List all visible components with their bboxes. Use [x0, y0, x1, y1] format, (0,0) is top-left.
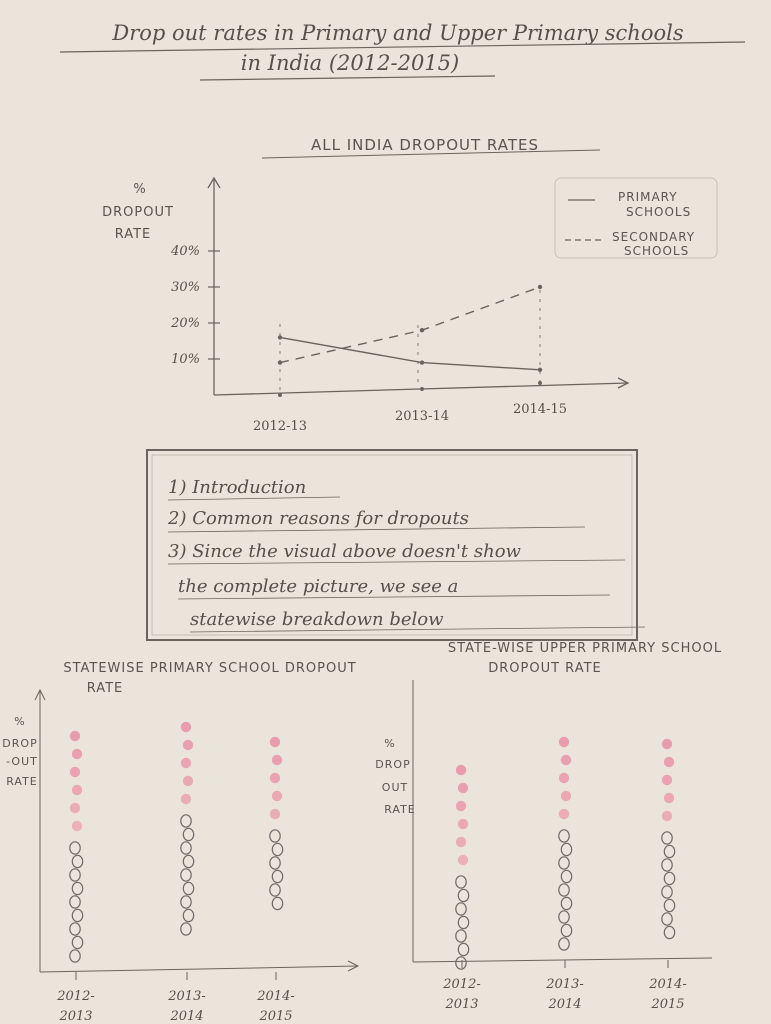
line-chart-y-tick-label: 40% — [171, 244, 200, 259]
dot-chart-x-label: 2015 — [651, 997, 685, 1012]
line-chart-x-tick-label: 2012-13 — [252, 419, 308, 434]
line-point-dashed — [278, 360, 282, 364]
dot-chart-2-ylabel-line2: DROP — [375, 758, 411, 771]
dot-chart-x-label: 2014 — [548, 997, 582, 1012]
notes-item-4: the complete picture, we see a — [178, 576, 459, 597]
dot-pink — [561, 791, 571, 801]
dot-chart-2-title-line1: STATE-WISE UPPER PRIMARY SCHOOL — [447, 641, 723, 656]
dot-pink — [458, 819, 468, 829]
dot-chart-1-ylabel-line2: DROP — [2, 737, 38, 750]
dot-pink — [72, 749, 82, 759]
line-chart-ylabel-line2: DROPOUT — [102, 205, 174, 220]
dot-chart-2-ylabel-line4: RATE — [384, 803, 416, 816]
dot-pink — [662, 739, 672, 749]
dot-pink — [662, 775, 672, 785]
line-chart-y-tick-label: 30% — [171, 280, 200, 295]
dot-pink — [270, 809, 280, 819]
dot-chart-x-label: 2012- — [57, 989, 95, 1004]
line-chart-y-tick-label: 20% — [171, 316, 200, 331]
notes-item-3: 3) Since the visual above doesn't show — [168, 541, 521, 562]
dot-pink — [181, 722, 191, 732]
line-chart-x-tick-label: 2013-14 — [394, 409, 450, 424]
dot-pink — [456, 801, 466, 811]
dot-pink — [272, 755, 282, 765]
dot-pink — [183, 776, 193, 786]
dot-pink — [183, 740, 193, 750]
dot-chart-x-label: 2013 — [445, 997, 479, 1012]
dot-pink — [72, 785, 82, 795]
dot-chart-2-ylabel-line3: OUT — [381, 781, 409, 794]
dot-pink — [664, 757, 674, 767]
dot-chart-x-label: 2013 — [59, 1009, 93, 1024]
dot-chart-1-ylabel-line3: -OUT — [6, 755, 38, 768]
dot-pink — [181, 758, 191, 768]
dot-pink — [458, 783, 468, 793]
dot-pink — [559, 809, 569, 819]
dot-pink — [181, 794, 191, 804]
dot-chart-x-label: 2014 — [170, 1009, 204, 1024]
dot-pink — [272, 791, 282, 801]
dot-pink — [456, 765, 466, 775]
page-title-line2: in India (2012-2015) — [240, 51, 460, 75]
line-chart-ylabel-line1: % — [133, 182, 147, 197]
dot-pink — [662, 811, 672, 821]
dot-pink — [70, 767, 80, 777]
dot-chart-x-label: 2014- — [649, 977, 687, 992]
line-point-solid — [278, 335, 282, 339]
dot-pink — [458, 855, 468, 865]
dot-chart-x-label: 2013- — [168, 989, 206, 1004]
dot-pink — [559, 737, 569, 747]
line-chart-x-tick-label: 2014-15 — [512, 402, 568, 417]
dot-chart-x-label: 2013- — [546, 977, 584, 992]
legend-primary-line1: PRIMARY — [618, 190, 678, 204]
dot-pink — [270, 773, 280, 783]
dot-pink — [70, 731, 80, 741]
line-chart-y-tick-label: 10% — [171, 352, 200, 367]
dot-pink — [456, 837, 466, 847]
line-point-dashed — [420, 328, 424, 332]
dot-chart-x-label: 2015 — [259, 1009, 293, 1024]
dot-chart-x-label: 2014- — [257, 989, 295, 1004]
line-point-solid — [538, 368, 542, 372]
notes-item-1: 1) Introduction — [168, 477, 307, 498]
notes-item-2: 2) Common reasons for dropouts — [168, 508, 469, 529]
line-chart-x-tick — [420, 387, 424, 391]
legend-primary-line2: SCHOOLS — [626, 205, 692, 219]
dot-chart-x-label: 2012- — [443, 977, 481, 992]
dot-chart-2-title-line2: DROPOUT RATE — [488, 661, 602, 676]
dot-chart-2-ylabel-line1: % — [384, 737, 396, 750]
dot-pink — [664, 793, 674, 803]
page-title-line1: Drop out rates in Primary and Upper Primary schools — [112, 21, 684, 45]
line-chart-ylabel-line3: RATE — [114, 227, 152, 242]
line-point-dashed — [538, 285, 542, 289]
dot-pink — [561, 755, 571, 765]
dot-chart-1-title-line1: STATEWISE PRIMARY SCHOOL DROPOUT — [63, 661, 357, 676]
line-chart-title: ALL INDIA DROPOUT RATES — [310, 136, 540, 154]
dot-pink — [70, 803, 80, 813]
legend-secondary-line1: SECONDARY — [612, 230, 696, 244]
dot-chart-1-ylabel-line1: % — [14, 715, 26, 728]
dot-pink — [559, 773, 569, 783]
dot-chart-1-ylabel-line4: RATE — [6, 775, 38, 788]
line-point-solid — [420, 360, 424, 364]
dot-pink — [270, 737, 280, 747]
legend-secondary-line2: SCHOOLS — [624, 244, 690, 258]
dot-pink — [72, 821, 82, 831]
dot-chart-1-title-line2: RATE — [86, 681, 124, 696]
notes-item-5: statewise breakdown below — [190, 609, 444, 630]
